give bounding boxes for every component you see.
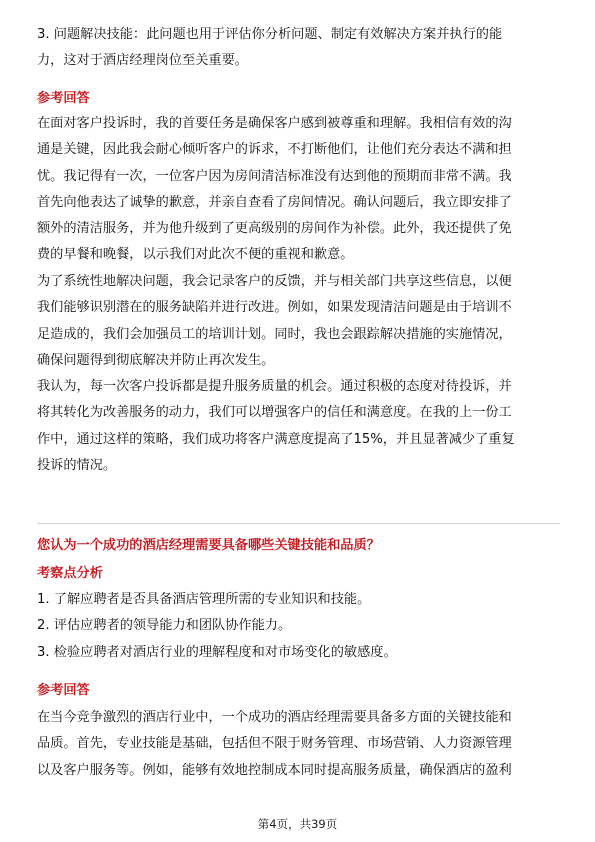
page-number: 第4页，共39页: [257, 817, 338, 831]
text-line: 3. 问题解决技能：此问题也用于评估你分析问题、制定有效解决方案并执行的能: [37, 27, 503, 42]
list-item: 1. 了解应聘者是否具备酒店管理所需的专业知识和技能。: [37, 592, 371, 607]
reference-answer-heading-2: 参考回答: [37, 683, 90, 698]
analysis-list: [37, 587, 560, 666]
text-line: 将其转化为改善服务的动力，我们可以增强客户的信任和满意度。在我的上一份工: [37, 405, 512, 421]
answer-paragraph-4: [37, 705, 560, 784]
question-heading: 您认为一个成功的酒店经理需要具备哪些关键技能和品质？: [37, 538, 380, 553]
section-divider: [37, 523, 560, 524]
text-line: 首先向他表达了诚挚的歉意，并亲自查看了房间情况。确认问题后，我立即安排了: [37, 194, 512, 210]
text-line: 投诉的情况。: [37, 457, 117, 473]
text-line: 额外的清洁服务，并为他升级到了更高级别的房间作为补偿。此外，我还提供了免: [37, 221, 512, 237]
text-line: 忧。我记得有一次，一位客户因为房间清洁标准没有达到他的预期而非常不满。我: [37, 168, 512, 184]
text-line: 足造成的，我们会加强员工的培训计划。同时，我也会跟踪解决措施的实施情况，: [37, 326, 512, 342]
text-line: 力，这对于酒店经理岗位至关重要。: [37, 53, 248, 69]
answer-paragraph-1: [37, 111, 560, 269]
list-item: 2. 评估应聘者的领导能力和团队协作能力。: [37, 618, 292, 634]
answer-paragraph-2: [37, 269, 560, 374]
text-line: 我们能够识别潜在的服务缺陷并进行改进。例如，如果发现清洁问题是由于培训不: [37, 300, 512, 316]
text-line: 我认为，每一次客户投诉都是提升服务质量的机会。通过积极的态度对待投诉，并: [37, 379, 512, 394]
list-item: 3. 检验应聘者对酒店行业的理解程度和对市场变化的敏感度。: [37, 644, 397, 660]
text-line: 作中，通过这样的策略，我们成功将客户满意度提高了15%，并且显著减少了重复: [37, 431, 515, 447]
text-line: 品质。首先，专业技能是基础，包括但不限于财务管理、市场营销、人力资源管理: [37, 736, 512, 752]
text-line: 确保问题得到彻底解决并防止再次发生。: [37, 352, 275, 368]
item-3-problem-solving: [37, 22, 560, 75]
analysis-heading: 考察点分析: [37, 566, 103, 581]
text-line: 费的早餐和晚餐，以示我们对此次不便的重视和歉意。: [37, 247, 354, 263]
reference-answer-heading: 参考回答: [37, 91, 90, 106]
text-line: 以及客户服务等。例如，能够有效地控制成本同时提高服务质量，确保酒店的盈利: [37, 762, 512, 778]
answer-paragraph-3: [37, 374, 560, 479]
text-line: 在当今竞争激烈的酒店行业中，一个成功的酒店经理需要具备多方面的关键技能和: [37, 710, 512, 725]
text-line: 通是关键，因此我会耐心倾听客户的诉求，不打断他们，让他们充分表达不满和担: [37, 142, 512, 158]
text-line: 为了系统性地解决问题，我会记录客户的反馈，并与相关部门共享这些信息，以便: [37, 274, 512, 289]
text-line: 在面对客户投诉时，我的首要任务是确保客户感到被尊重和理解。我相信有效的沟: [37, 116, 512, 131]
